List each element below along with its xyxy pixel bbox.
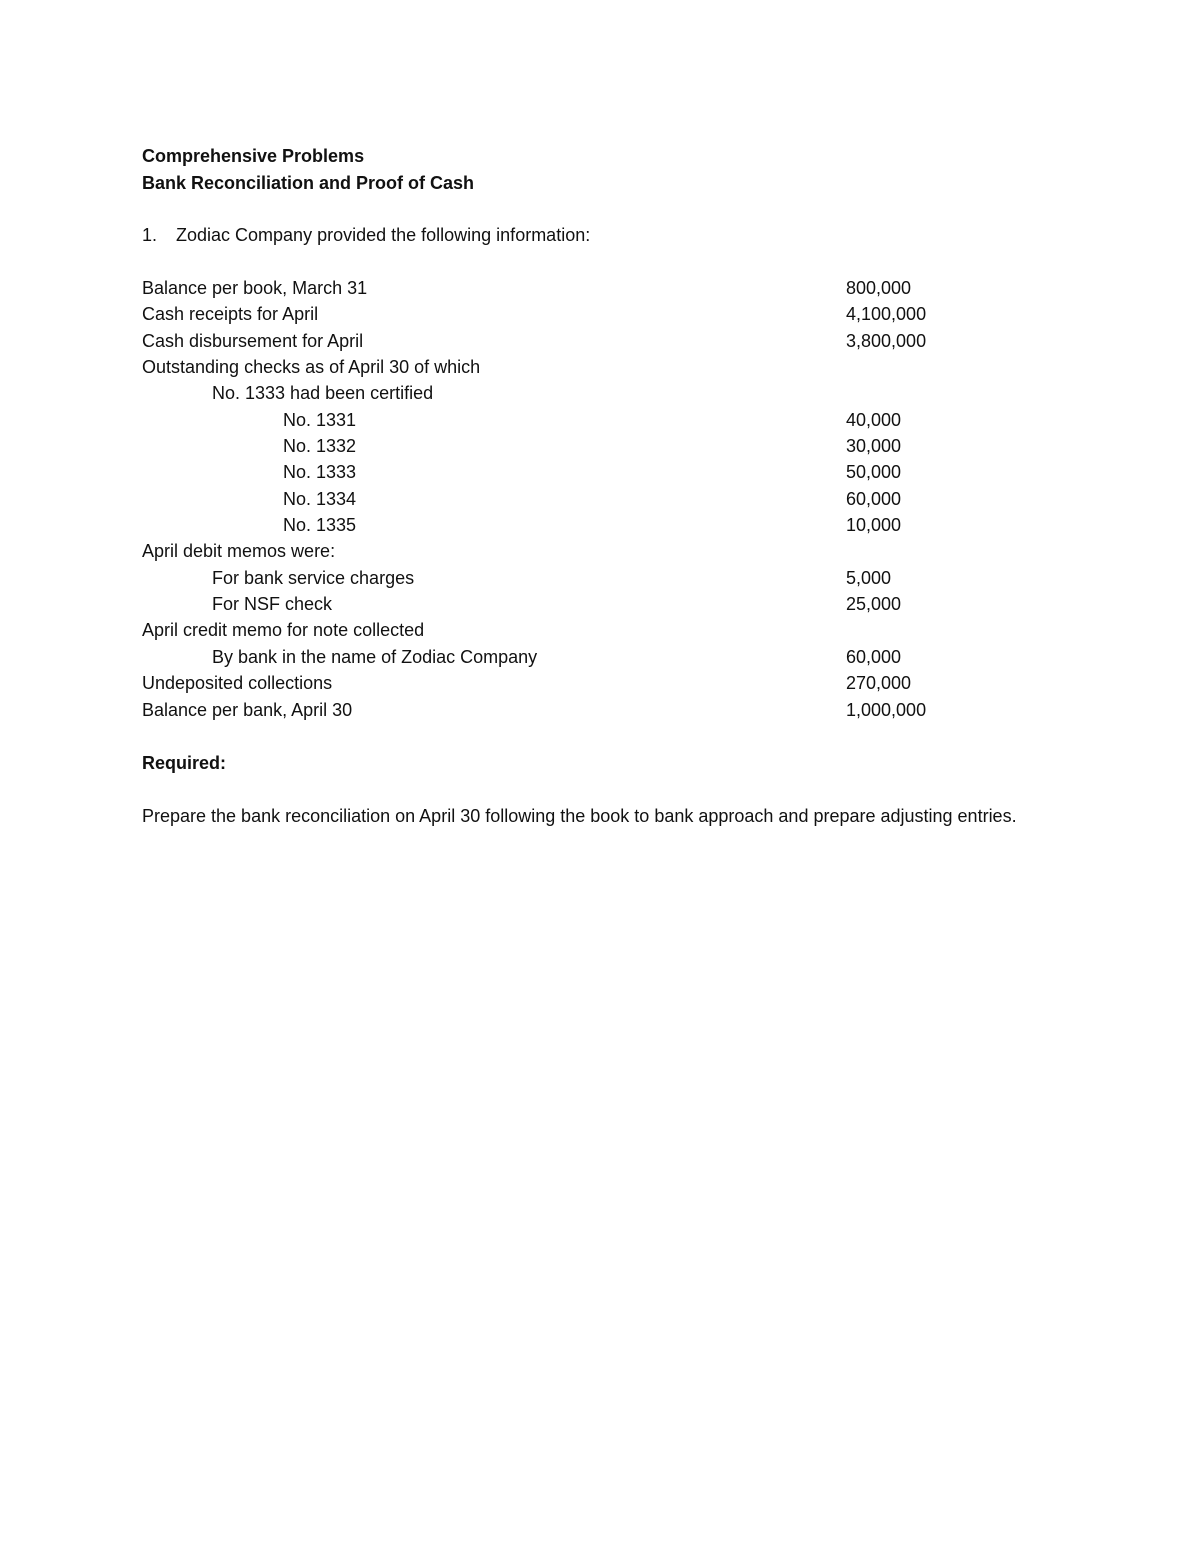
item-label: No. 1334 (283, 489, 357, 509)
item-label: Balance per book, March 31 (142, 278, 368, 298)
item-label: No. 1333 (283, 462, 357, 482)
item-row (0, 354, 1200, 380)
item-label: Cash disbursement for April (142, 331, 364, 351)
item-label: No. 1335 (283, 515, 357, 535)
item-amount: 3,800,000 (846, 331, 927, 351)
required-heading (0, 750, 1200, 776)
item-amount: 800,000 (846, 278, 912, 298)
item-amount: 270,000 (846, 673, 912, 693)
item-row (0, 301, 1200, 327)
item-label: Undeposited collections (142, 673, 333, 693)
item-label: For NSF check (212, 594, 333, 614)
item-amount: 50,000 (846, 462, 902, 482)
item-row (0, 459, 1200, 485)
item-label: No. 1332 (283, 436, 357, 456)
item-amount: 30,000 (846, 436, 902, 456)
problem-number: 1. (142, 225, 158, 245)
item-row (0, 328, 1200, 354)
item-amount: 60,000 (846, 489, 902, 509)
item-label: April debit memos were: (142, 541, 336, 561)
item-amount: 4,100,000 (846, 304, 927, 324)
item-row (0, 380, 1200, 406)
problem-intro-text: Zodiac Company provided the following information: (176, 225, 591, 245)
item-label: Cash receipts for April (142, 304, 319, 324)
item-amount: 10,000 (846, 515, 902, 535)
item-row (0, 697, 1200, 723)
item-row (0, 433, 1200, 459)
item-label: No. 1331 (283, 410, 357, 430)
item-label: By bank in the name of Zodiac Company (212, 647, 538, 667)
title-text: Comprehensive Problems (142, 146, 365, 166)
item-amount: 60,000 (846, 647, 902, 667)
item-row (0, 407, 1200, 433)
item-amount: 40,000 (846, 410, 902, 430)
item-row (0, 644, 1200, 670)
item-row (0, 617, 1200, 643)
item-label: No. 1333 had been certified (212, 383, 434, 403)
document-subtitle (0, 170, 1200, 196)
item-label: For bank service charges (212, 568, 415, 588)
item-amount: 1,000,000 (846, 700, 927, 720)
item-row (0, 512, 1200, 538)
item-amount: 25,000 (846, 594, 902, 614)
item-row (0, 591, 1200, 617)
item-row (0, 565, 1200, 591)
item-row (0, 670, 1200, 696)
item-row (0, 275, 1200, 301)
required-instructions: Prepare the bank reconciliation on April 30 following the book to bank approach and prepare adjusting entries. (142, 806, 1017, 826)
item-amount: 5,000 (846, 568, 892, 588)
item-row (0, 486, 1200, 512)
subtitle-text: Bank Reconciliation and Proof of Cash (142, 173, 475, 193)
problem-intro (0, 222, 1200, 248)
item-label: Outstanding checks as of April 30 of which (142, 357, 481, 377)
required-label: Required: (142, 753, 227, 773)
item-label: Balance per bank, April 30 (142, 700, 353, 720)
item-row (0, 538, 1200, 564)
item-label: April credit memo for note collected (142, 620, 425, 640)
document-title (0, 143, 1200, 169)
